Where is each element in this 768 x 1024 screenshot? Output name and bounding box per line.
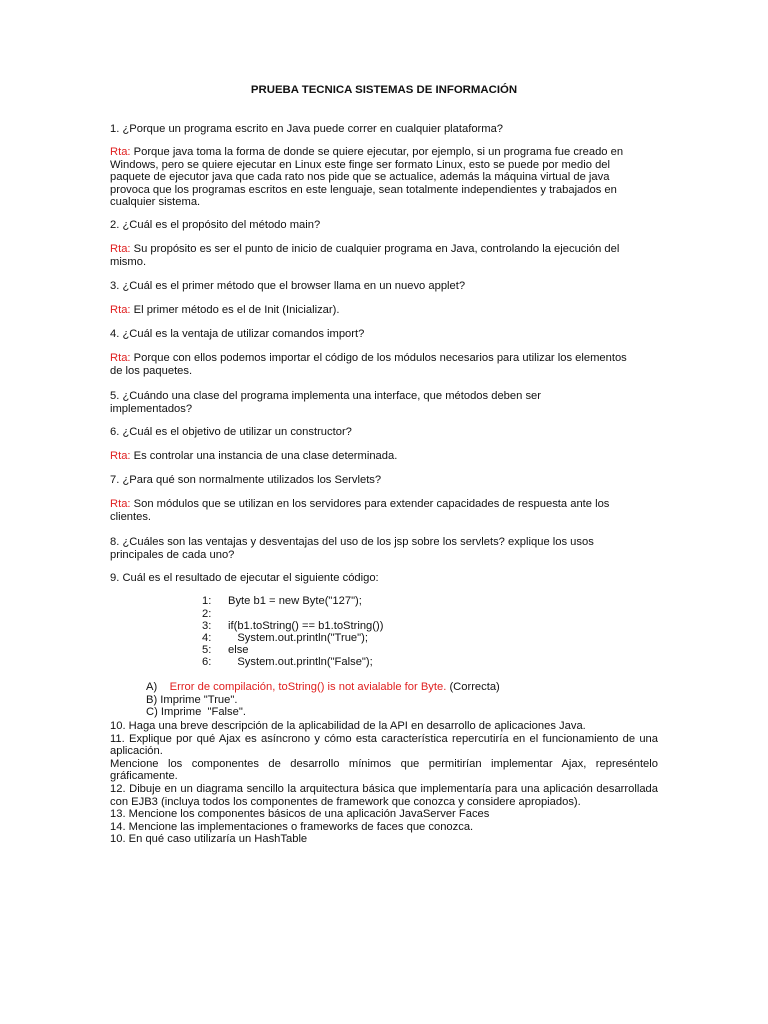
question-15: 10. En qué caso utilizaría un HashTable xyxy=(110,833,308,846)
rta-label: Rta: xyxy=(110,498,131,510)
question-1: 1. ¿Porque un programa escrito en Java puede correr en cualquier plataforma? xyxy=(110,123,504,135)
option-a: A) Error de compilación, toString() is not avialable for Byte. (Correcta) xyxy=(146,681,500,693)
question-7: 7. ¿Para qué son normalmente utilizados los Servlets? xyxy=(110,474,382,486)
code-line: 3: if(b1.toString() == b1.toString()) xyxy=(202,620,384,632)
code-line: 1: Byte b1 = new Byte("127"); xyxy=(202,595,362,607)
answer-1: Rta: Porque java toma la forma de donde se quiere ejecutar, por ejemplo, si un programa fue creado en Windows, pero se quiere ejecutar en Linux este finge ser formato Linux, esto se puede por medio del paquete de ejecutor java que cada rato nos pide que se actualice, además la máquina virtual de java provoca que los programas escritos en este lenguaje, sean totalmente independientes y trabajados en cualquier sistema. xyxy=(110,146,624,209)
question-13: 13. Mencione los componentes básicos de una aplicación JavaServer Faces xyxy=(110,808,490,821)
option-c: C) Imprime "False". xyxy=(146,706,246,718)
answer-2: Rta: Su propósito es ser el punto de inicio de cualquier programa en Java, controlando la ejecución del mismo. xyxy=(110,243,620,268)
question-11b: Mencione los componentes de desarrollo mínimos que permitirían implementar Ajax, represéntelo gráficamente. xyxy=(110,757,658,783)
question-2: 2. ¿Cuál es el propósito del método main? xyxy=(110,219,321,231)
question-5: 5. ¿Cuándo una clase del programa implementa una interface, que métodos deben ser implementados? xyxy=(110,390,541,415)
question-8: 8. ¿Cuáles son las ventajas y desventajas del uso de los jsp sobre los servlets? explique los usos principales de cada uno? xyxy=(110,536,594,561)
question-4: 4. ¿Cuál es la ventaja de utilizar comandos import? xyxy=(110,328,365,340)
question-14: 14. Mencione las implementaciones o frameworks de faces que conozca. xyxy=(110,820,474,833)
question-10: 10. Haga una breve descripción de la aplicabilidad de la API en desarrollo de aplicaciones Java. 11. Explique por qué Ajax es asíncrono y cómo esta característica repercutiría en el funcionamiento de una aplicación. Mencione los componentes de desarrollo mínimos que permitirían implementar Ajax, represéntelo gráficamente. 12. Dibuje en un diagrama sencillo la arquitectura básica que implementaría para una aplicación desarrollada con EJB3 (incluya todos los componentes de framework que conozca y considere apropiados). 13. Mencione los componentes básicos de una aplicación JavaServer Faces 14. Mencione las implementaciones o frameworks de faces que conozca. 10. En qué caso utilizaría un HashTable xyxy=(110,720,658,846)
answer-4: Rta: Porque con ellos podemos importar el código de los módulos necesarios para utilizar los elementos de los paquetes. xyxy=(110,352,627,377)
code-line: 4: System.out.println("True"); xyxy=(202,632,368,644)
code-line: 6: System.out.println("False"); xyxy=(202,656,373,668)
answer-6: Rta: Es controlar una instancia de una clase determinada. xyxy=(110,450,398,462)
question-3: 3. ¿Cuál es el primer método que el browser llama en un nuevo applet? xyxy=(110,280,466,292)
answer-3: Rta: El primer método es el de Init (Inicializar). xyxy=(110,304,340,316)
document-title: PRUEBA TECNICA SISTEMAS DE INFORMACIÓN xyxy=(250,84,518,96)
rta-label: Rta: xyxy=(110,304,131,316)
question-12: 12. Dibuje en un diagrama sencillo la arquitectura básica que implementaría para una aplicación desarrollada con EJB3 (incluya todos los componentes de framework que conozca y considere apropiados). xyxy=(110,782,658,808)
rta-label: Rta: xyxy=(110,352,131,364)
option-b: B) Imprime "True". xyxy=(146,694,238,706)
code-line: 2: xyxy=(202,608,212,620)
answer-7: Rta: Son módulos que se utilizan en los servidores para extender capacidades de respuesta ante los clientes. xyxy=(110,498,610,523)
question-11: 11. Explique por qué Ajax es asíncrono y cómo esta característica repercutiría en el funcionamiento de una aplicación. xyxy=(110,732,658,758)
question-6: 6. ¿Cuál es el objetivo de utilizar un constructor? xyxy=(110,426,352,438)
question-9: 9. Cuál es el resultado de ejecutar el siguiente código: xyxy=(110,572,379,584)
rta-label: Rta: xyxy=(110,243,131,255)
rta-label: Rta: xyxy=(110,450,131,462)
code-line: 5: else xyxy=(202,644,249,656)
rta-label: Rta: xyxy=(110,146,131,158)
